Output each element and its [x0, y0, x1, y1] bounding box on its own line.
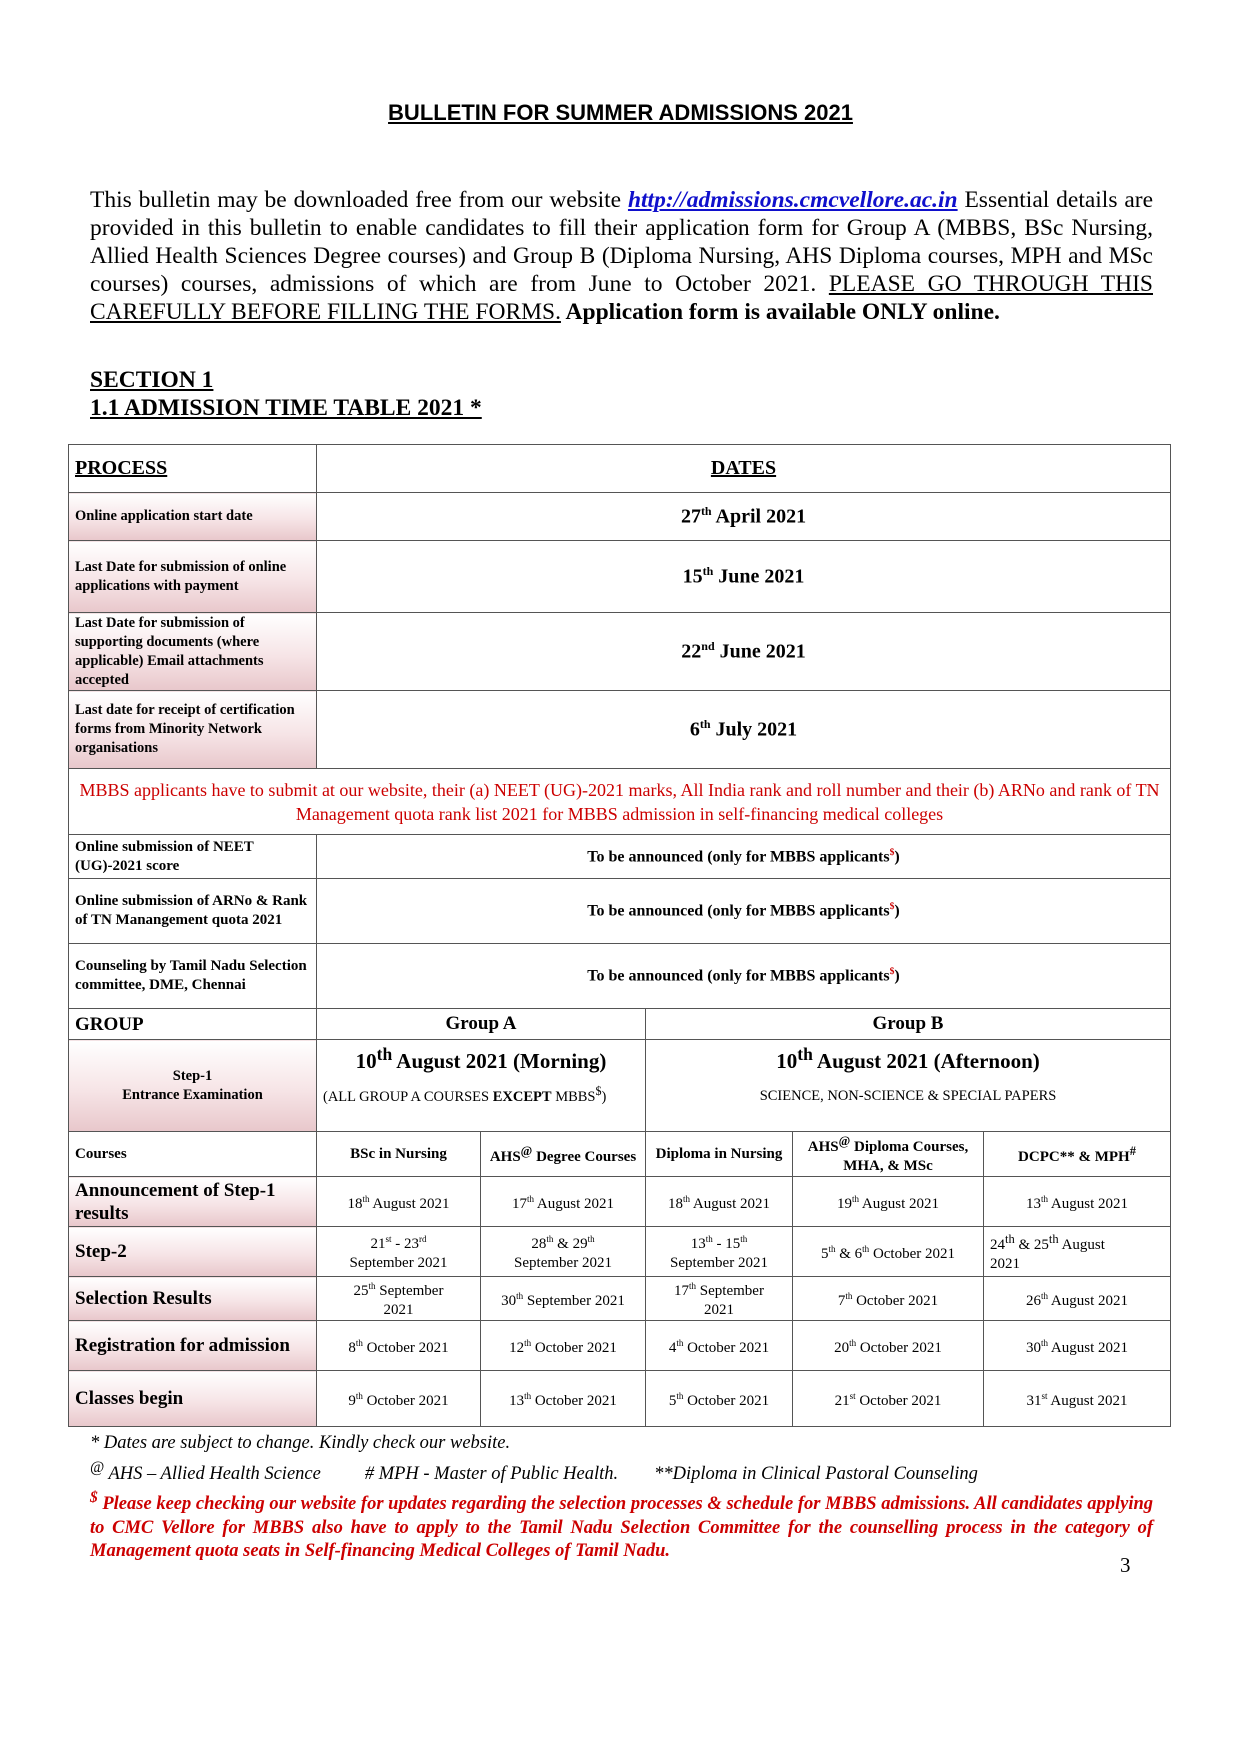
schedule-date: 13th October 2021: [481, 1371, 646, 1427]
schedule-date: 30th August 2021: [984, 1321, 1171, 1371]
process-label: Last Date for submission of online applications with payment: [69, 541, 317, 613]
group-row: [69, 1009, 1171, 1040]
section-heading: [90, 366, 482, 422]
schedule-date: 21st October 2021: [793, 1371, 984, 1427]
dates-header: DATES: [317, 445, 1171, 493]
process-label: Last Date for submission of supporting documents (where applicable) Email attachments accepted: [69, 613, 317, 691]
footnote-mbbs-warning: $ Please keep checking our website for updates regarding the selection processes & schedule for MBBS admissions. All candidates applying to CMC Vellore for MBBS also have to apply to the Tamil Nadu Selection Committee for the counselling process in the category of Management quota seats in Self-financing Medical Colleges of Tamil Nadu.: [90, 1489, 1153, 1562]
schedule-date: 18th August 2021: [646, 1177, 793, 1227]
schedule-date: 13th August 2021: [984, 1177, 1171, 1227]
schedule-date: 17th September 2021: [646, 1277, 793, 1321]
page-title: BULLETIN FOR SUMMER ADMISSIONS 2021: [388, 100, 853, 125]
process-label: Counseling by Tamil Nadu Selection committee, DME, Chennai: [69, 944, 317, 1009]
course-header: AHS@ Diploma Courses, MHA, & MSc: [793, 1132, 984, 1177]
schedule-date: 26th August 2021: [984, 1277, 1171, 1321]
schedule-date: 4th October 2021: [646, 1321, 793, 1371]
schedule-row: [69, 1177, 1171, 1227]
process-header: PROCESS: [69, 445, 317, 493]
table-row: [69, 541, 1171, 613]
table-row: [69, 691, 1171, 769]
courses-row: [69, 1132, 1171, 1177]
intro-text: This bulletin may be downloaded free from our website: [90, 187, 628, 213]
table-row: [69, 879, 1171, 944]
schedule-date: 9th October 2021: [317, 1371, 481, 1427]
table-row: [69, 835, 1171, 879]
course-header: Diploma in Nursing: [646, 1132, 793, 1177]
group-b-header: Group B: [646, 1009, 1171, 1040]
step1-label: Step-1 Entrance Examination: [69, 1040, 317, 1132]
course-header: BSc in Nursing: [317, 1132, 481, 1177]
schedule-date: 5th October 2021: [646, 1371, 793, 1427]
process-label: Online submission of ARNo & Rank of TN Manangement quota 2021: [69, 879, 317, 944]
mbbs-notice-row: [69, 769, 1171, 835]
process-date: 15th June 2021: [317, 541, 1171, 613]
schedule-row: [69, 1321, 1171, 1371]
caution-text: PLEASE GO THROUGH THIS CAREFULLY BEFORE FILLING THE FORMS.: [90, 271, 1153, 325]
intro-text-continued: Essential details are provided in this bulletin to enable candidates to fill their application form for Group A (MBBS, BSc Nursing, Allied Health Sciences Degree courses) and Group B (Diploma Nursing, AHS Diploma courses, MPH and MSc courses) courses, admissions of which are from June to October 2021.: [90, 187, 1154, 297]
schedule-date: 8th October 2021: [317, 1321, 481, 1371]
schedule-label: Selection Results: [69, 1277, 317, 1321]
table-row: [69, 493, 1171, 541]
section-title: SECTION 1: [90, 367, 214, 393]
process-label: Online application start date: [69, 493, 317, 541]
group-label: GROUP: [69, 1009, 317, 1040]
schedule-row: [69, 1277, 1171, 1321]
admission-timetable: [68, 444, 1171, 1427]
schedule-date: 17th August 2021: [481, 1177, 646, 1227]
page-number: 3: [1120, 1553, 1131, 1577]
schedule-label: Step-2: [69, 1227, 317, 1277]
schedule-date: 30th September 2021: [481, 1277, 646, 1321]
intro-paragraph: [90, 186, 1153, 326]
schedule-label: Registration for admission: [69, 1321, 317, 1371]
group-a-header: Group A: [317, 1009, 646, 1040]
courses-label: Courses: [69, 1132, 317, 1177]
footnote-abbreviations: @ AHS – Allied Health Science # MPH - Master of Public Health. **Diploma in Clinical Pastoral Counseling: [90, 1458, 978, 1484]
schedule-date: 31st August 2021: [984, 1371, 1171, 1427]
announcement-status: To be announced (only for MBBS applicants$): [317, 944, 1171, 1009]
schedule-date: 13th - 15th September 2021: [646, 1227, 793, 1277]
process-date: 27th April 2021: [317, 493, 1171, 541]
schedule-date: 24th & 25th August 2021: [984, 1227, 1171, 1277]
schedule-label: Classes begin: [69, 1371, 317, 1427]
step1-group-b: 10th August 2021 (Afternoon) SCIENCE, NON-SCIENCE & SPECIAL PAPERS: [646, 1040, 1171, 1132]
schedule-date: 25th September 2021: [317, 1277, 481, 1321]
schedule-row: [69, 1371, 1171, 1427]
course-header: AHS@ Degree Courses: [481, 1132, 646, 1177]
process-date: 22nd June 2021: [317, 613, 1171, 691]
table-row: [69, 944, 1171, 1009]
announcement-status: To be announced (only for MBBS applicants$): [317, 835, 1171, 879]
mbbs-notice: MBBS applicants have to submit at our website, their (a) NEET (UG)-2021 marks, All India rank and roll number and their (b) ARNo and rank of TN Management quota rank list 2021 for MBBS admission in self-financing medical colleges: [69, 769, 1171, 835]
schedule-date: 19th August 2021: [793, 1177, 984, 1227]
process-label: Last date for receipt of certification forms from Minority Network organisations: [69, 691, 317, 769]
schedule-date: 21st - 23rd September 2021: [317, 1227, 481, 1277]
announcement-status: To be announced (only for MBBS applicants$): [317, 879, 1171, 944]
schedule-date: 12th October 2021: [481, 1321, 646, 1371]
step1-group-a: 10th August 2021 (Morning) (ALL GROUP A COURSES EXCEPT MBBS$): [317, 1040, 646, 1132]
step1-row: [69, 1040, 1171, 1132]
schedule-label: Announcement of Step-1 results: [69, 1177, 317, 1227]
footnote-dates: * Dates are subject to change. Kindly check our website.: [90, 1433, 511, 1453]
schedule-date: 5th & 6th October 2021: [793, 1227, 984, 1277]
schedule-date: 18th August 2021: [317, 1177, 481, 1227]
schedule-date: 20th October 2021: [793, 1321, 984, 1371]
online-only-note: Application form is available ONLY online.: [560, 299, 1000, 325]
process-label: Online submission of NEET (UG)-2021 score: [69, 835, 317, 879]
schedule-row: [69, 1227, 1171, 1277]
table-header-row: [69, 445, 1171, 493]
table-row: [69, 613, 1171, 691]
process-date: 6th July 2021: [317, 691, 1171, 769]
course-header: DCPC** & MPH#: [984, 1132, 1171, 1177]
schedule-date: 28th & 29th September 2021: [481, 1227, 646, 1277]
website-link[interactable]: http://admissions.cmcvellore.ac.in: [627, 187, 958, 213]
footnotes: [90, 1432, 1153, 1564]
timetable-title: 1.1 ADMISSION TIME TABLE 2021 *: [90, 395, 482, 421]
schedule-date: 7th October 2021: [793, 1277, 984, 1321]
